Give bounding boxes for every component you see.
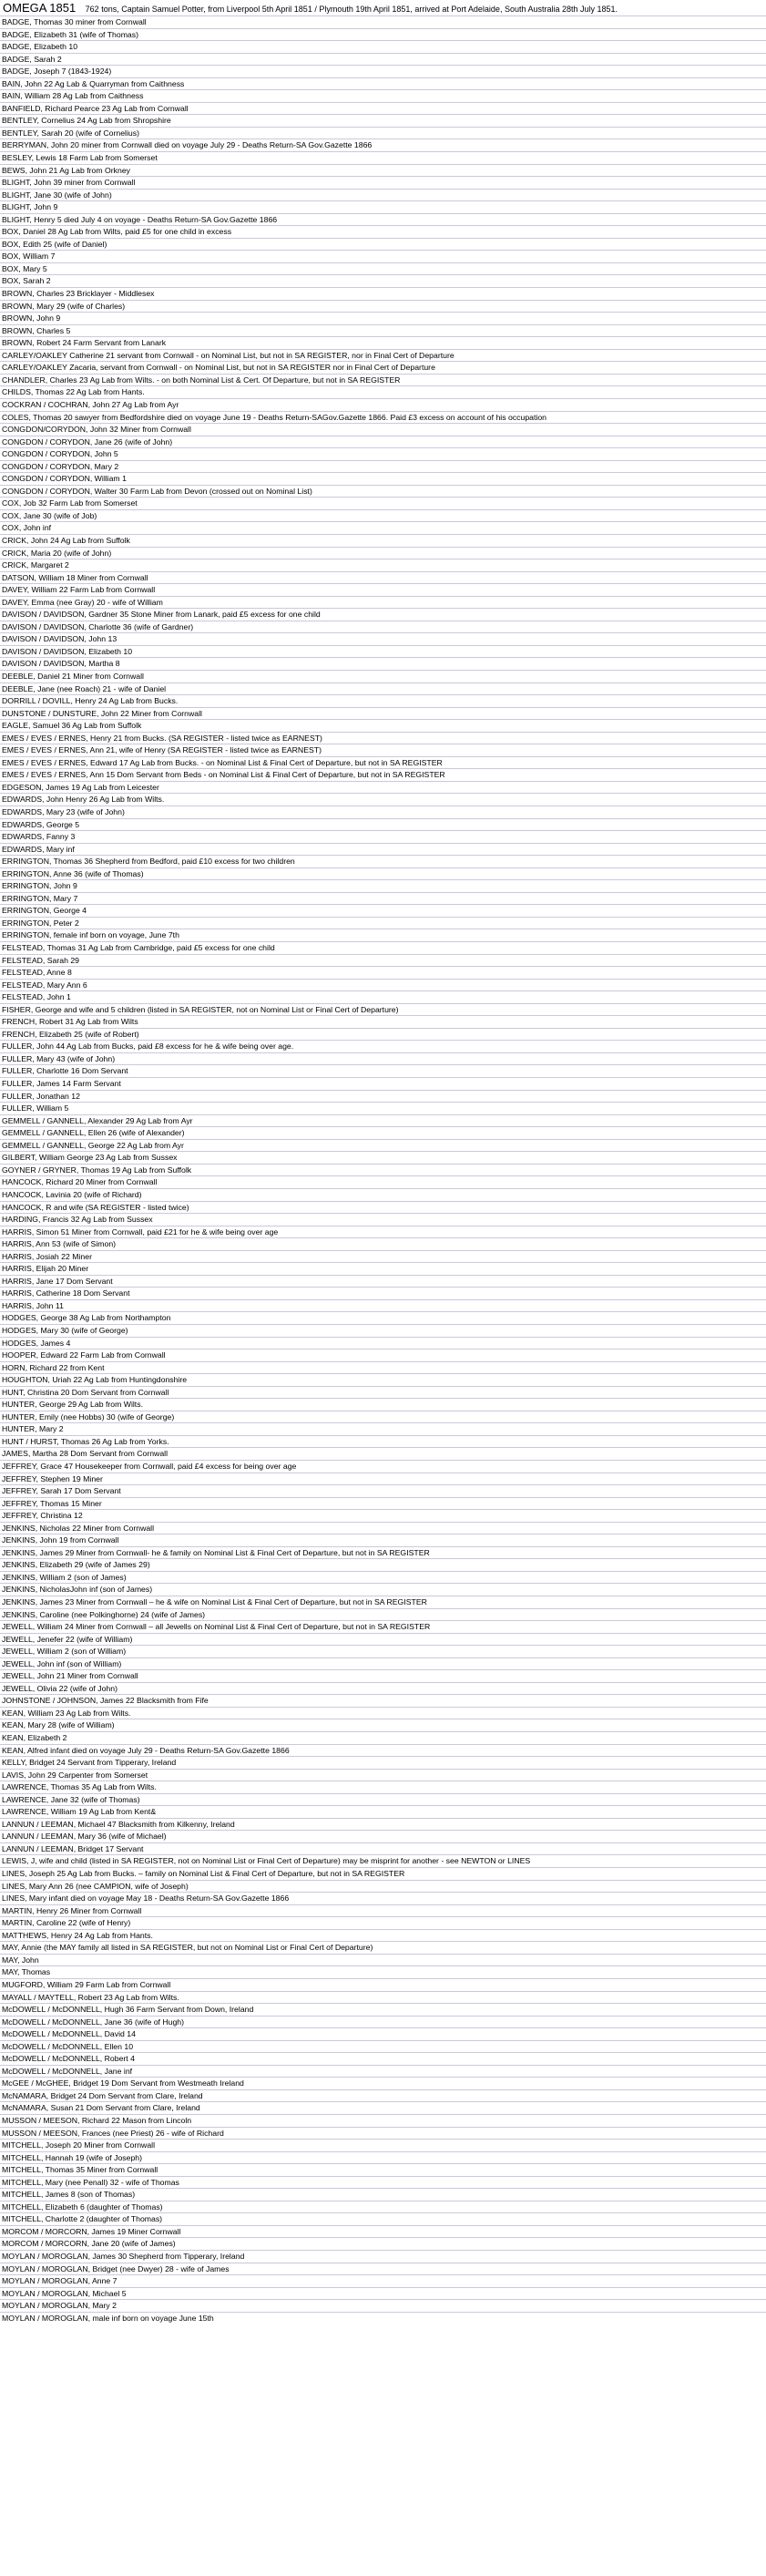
passenger-row: FULLER, Charlotte 16 Dom Servant — [0, 1064, 766, 1077]
passenger-row: JEWELL, John inf (son of William) — [0, 1657, 766, 1670]
passenger-row: MORCOM / MORCORN, James 19 Miner Cornwall — [0, 2225, 766, 2238]
passenger-row: LEWIS, J, wife and child (listed in SA REGISTER, not on Nominal List or Final Cert of Departure) may be misprint for another - see NEWTON or LINES — [0, 1854, 766, 1867]
passenger-row: HUNT, Christina 20 Dom Servant from Cornwall — [0, 1386, 766, 1399]
passenger-row: KEAN, William 23 Ag Lab from Wilts. — [0, 1707, 766, 1719]
passenger-row: LAWRENCE, William 19 Ag Lab from Kent& — [0, 1805, 766, 1818]
passenger-row: MOYLAN / MOROGLAN, James 30 Shepherd from Tipperary, Ireland — [0, 2250, 766, 2263]
passenger-row: JEWELL, John 21 Miner from Cornwall — [0, 1669, 766, 1682]
passenger-row: JENKINS, John 19 from Cornwall — [0, 1534, 766, 1546]
passenger-row: JENKINS, William 2 (son of James) — [0, 1571, 766, 1584]
passenger-row: DUNSTONE / DUNSTURE, John 22 Miner from Cornwall — [0, 707, 766, 720]
passenger-row: JENKINS, NicholasJohn inf (son of James) — [0, 1583, 766, 1596]
passenger-row: LINES, Joseph 25 Ag Lab from Bucks. – family on Nominal List & Final Cert of Departure, but not in SA REGISTER — [0, 1867, 766, 1880]
passenger-row: BAIN, John 22 Ag Lab & Quarryman from Caithness — [0, 77, 766, 90]
passenger-row: HARDING, Francis 32 Ag Lab from Sussex — [0, 1213, 766, 1226]
passenger-row: HARRIS, Jane 17 Dom Servant — [0, 1275, 766, 1288]
passenger-row: COX, Job 32 Farm Lab from Somerset — [0, 497, 766, 509]
ship-title: OMEGA 1851 — [3, 1, 77, 15]
passenger-row: HUNTER, Emily (nee Hobbs) 30 (wife of George) — [0, 1411, 766, 1423]
passenger-row: GEMMELL / GANNELL, Ellen 26 (wife of Alexander) — [0, 1126, 766, 1139]
passenger-row: FRENCH, Robert 31 Ag Lab from Wilts — [0, 1015, 766, 1028]
passenger-row: DAVISON / DAVIDSON, Gardner 35 Stone Miner from Lanark, paid £5 excess for one child — [0, 608, 766, 621]
passenger-row: McDOWELL / McDONNELL, David 14 — [0, 2027, 766, 2040]
passenger-row: MITCHELL, Joseph 20 Miner from Cornwall — [0, 2139, 766, 2151]
passenger-row: HARRIS, John 11 — [0, 1299, 766, 1312]
passenger-row: HARRIS, Catherine 18 Dom Servant — [0, 1287, 766, 1299]
passenger-row: GEMMELL / GANNELL, Alexander 29 Ag Lab from Ayr — [0, 1114, 766, 1127]
passenger-row: HUNTER, George 29 Ag Lab from Wilts. — [0, 1398, 766, 1411]
passenger-row: EDWARDS, Fanny 3 — [0, 830, 766, 843]
passenger-row: CONGDON / CORYDON, Jane 26 (wife of John) — [0, 436, 766, 448]
passenger-row: BROWN, Robert 24 Farm Servant from Lanark — [0, 336, 766, 349]
passenger-row: DORRILL / DOVILL, Henry 24 Ag Lab from Bucks. — [0, 694, 766, 707]
passenger-row: LANNUN / LEEMAN, Bridget 17 Servant — [0, 1842, 766, 1855]
passenger-row: KEAN, Elizabeth 2 — [0, 1731, 766, 1744]
passenger-row: DAVISON / DAVIDSON, Charlotte 36 (wife of Gardner) — [0, 621, 766, 633]
passenger-row: DAVISON / DAVIDSON, Martha 8 — [0, 657, 766, 670]
passenger-row: EMES / EVES / ERNES, Ann 21, wife of Henry (SA REGISTER - listed twice as EARNEST) — [0, 744, 766, 756]
passenger-row: McDOWELL / McDONNELL, Hugh 36 Farm Servant from Down, Ireland — [0, 2003, 766, 2016]
passenger-row: EDGESON, James 19 Ag Lab from Leicester — [0, 781, 766, 794]
passenger-row: HOOPER, Edward 22 Farm Lab from Cornwall — [0, 1349, 766, 1361]
passenger-row: BADGE, Elizabeth 10 — [0, 40, 766, 53]
passenger-row: EMES / EVES / ERNES, Edward 17 Ag Lab from Bucks. - on Nominal List & Final Cert of Departure, but not in SA REGISTER — [0, 756, 766, 769]
passenger-row: GEMMELL / GANNELL, George 22 Ag Lab from Ayr — [0, 1139, 766, 1152]
passenger-row: MUGFORD, William 29 Farm Lab from Cornwall — [0, 1978, 766, 1991]
passenger-row: ERRINGTON, John 9 — [0, 879, 766, 892]
passenger-row: BERRYMAN, John 20 miner from Cornwall died on voyage July 29 - Deaths Return-SA Gov.Gazette 1866 — [0, 139, 766, 151]
passenger-row: MOYLAN / MOROGLAN, Anne 7 — [0, 2274, 766, 2287]
passenger-row: ERRINGTON, Mary 7 — [0, 892, 766, 905]
passenger-row: COCKRAN / COCHRAN, John 27 Ag Lab from Ayr — [0, 398, 766, 411]
passenger-row: CRICK, Margaret 2 — [0, 559, 766, 571]
passenger-row: FULLER, John 44 Ag Lab from Bucks, paid £8 excess for he & wife being over age. — [0, 1040, 766, 1052]
passenger-row: BLIGHT, John 39 miner from Cornwall — [0, 176, 766, 189]
passenger-row: BADGE, Sarah 2 — [0, 53, 766, 66]
passenger-row: COX, John inf — [0, 521, 766, 534]
passenger-row: HODGES, James 4 — [0, 1337, 766, 1350]
passenger-row: EDWARDS, George 5 — [0, 818, 766, 831]
passenger-row: BLIGHT, Henry 5 died July 4 on voyage - Deaths Return-SA Gov.Gazette 1866 — [0, 213, 766, 226]
passenger-row: FULLER, Mary 43 (wife of John) — [0, 1052, 766, 1065]
passenger-row: McDOWELL / McDONNELL, Ellen 10 — [0, 2040, 766, 2053]
passenger-row: JENKINS, Nicholas 22 Miner from Cornwall — [0, 1522, 766, 1534]
passenger-row: BESLEY, Lewis 18 Farm Lab from Somerset — [0, 151, 766, 164]
passenger-row: JOHNSTONE / JOHNSON, James 22 Blacksmith from Fife — [0, 1694, 766, 1707]
passenger-row: BOX, Daniel 28 Ag Lab from Wilts, paid £5 for one child in excess — [0, 225, 766, 238]
passenger-row: McDOWELL / McDONNELL, Jane inf — [0, 2065, 766, 2078]
passenger-row: MITCHELL, Elizabeth 6 (daughter of Thomas) — [0, 2201, 766, 2213]
passenger-row: DEEBLE, Jane (nee Roach) 21 - wife of Daniel — [0, 682, 766, 695]
passenger-row: BOX, Mary 5 — [0, 262, 766, 275]
passenger-row: CONGDON / CORYDON, Walter 30 Farm Lab from Devon (crossed out on Nominal List) — [0, 485, 766, 498]
passenger-row: HUNT / HURST, Thomas 26 Ag Lab from Yorks. — [0, 1435, 766, 1448]
passenger-row: JEWELL, William 24 Miner from Cornwall – all Jewells on Nominal List & Final Cert of Departure, but not in SA REGISTER — [0, 1620, 766, 1633]
passenger-row: LAWRENCE, Thomas 35 Ag Lab from Wilts. — [0, 1781, 766, 1793]
passenger-row: MITCHELL, Charlotte 2 (daughter of Thomas) — [0, 2212, 766, 2225]
passenger-row: JEFFREY, Christina 12 — [0, 1509, 766, 1522]
passenger-row: GILBERT, William George 23 Ag Lab from Sussex — [0, 1151, 766, 1164]
passenger-row: MARTIN, Henry 26 Miner from Cornwall — [0, 1904, 766, 1917]
passenger-row: JEWELL, Jenefer 22 (wife of William) — [0, 1633, 766, 1646]
passenger-row: BADGE, Elizabeth 31 (wife of Thomas) — [0, 28, 766, 41]
passenger-row: BROWN, Charles 23 Bricklayer - Middlesex — [0, 287, 766, 300]
passenger-row: EDWARDS, John Henry 26 Ag Lab from Wilts. — [0, 793, 766, 806]
passenger-row: KEAN, Mary 28 (wife of William) — [0, 1719, 766, 1731]
passenger-row: BADGE, Joseph 7 (1843-1924) — [0, 65, 766, 77]
passenger-row: DEEBLE, Daniel 21 Miner from Cornwall — [0, 670, 766, 682]
passenger-row: FELSTEAD, Sarah 29 — [0, 954, 766, 967]
passenger-row: ERRINGTON, female inf born on voyage, June 7th — [0, 929, 766, 941]
passenger-row: ERRINGTON, Peter 2 — [0, 917, 766, 929]
passenger-row: DATSON, William 18 Miner from Cornwall — [0, 571, 766, 584]
passenger-row: MORCOM / MORCORN, Jane 20 (wife of James) — [0, 2237, 766, 2250]
voyage-info: 762 tons, Captain Samuel Potter, from Liverpool 5th April 1851 / Plymouth 19th April 1851, arrived at Port Adelaide, South Australia 28th July 1851. — [85, 5, 618, 14]
passenger-row: MOYLAN / MOROGLAN, Mary 2 — [0, 2299, 766, 2312]
passenger-row: BENTLEY, Cornelius 24 Ag Lab from Shropshire — [0, 114, 766, 127]
passenger-row: HODGES, George 38 Ag Lab from Northampton — [0, 1311, 766, 1324]
passenger-row: JEFFREY, Sarah 17 Dom Servant — [0, 1484, 766, 1497]
passenger-row: CHANDLER, Charles 23 Ag Lab from Wilts. - on both Nominal List & Cert. Of Departure, but not in SA REGISTER — [0, 374, 766, 386]
passenger-row: JEFFREY, Thomas 15 Miner — [0, 1497, 766, 1510]
passenger-row: McGEE / McGHEE, Bridget 19 Dom Servant from Westmeath Ireland — [0, 2077, 766, 2089]
passenger-row: JEFFREY, Stephen 19 Miner — [0, 1473, 766, 1485]
passenger-row: CHILDS, Thomas 22 Ag Lab from Hants. — [0, 385, 766, 398]
passenger-row: MAY, Thomas — [0, 1965, 766, 1978]
passenger-row: FISHER, George and wife and 5 children (listed in SA REGISTER, not on Nominal List or Final Cert of Departure) — [0, 1003, 766, 1016]
passenger-row: CONGDON / CORYDON, William 1 — [0, 472, 766, 485]
passenger-row: LINES, Mary infant died on voyage May 18 - Deaths Return-SA Gov.Gazette 1866 — [0, 1892, 766, 1904]
passenger-row: JEFFREY, Grace 47 Housekeeper from Cornwall, paid £4 excess for being over age — [0, 1460, 766, 1473]
passenger-row: JEWELL, Olivia 22 (wife of John) — [0, 1682, 766, 1695]
passenger-row: HARRIS, Josiah 22 Miner — [0, 1250, 766, 1263]
passenger-row: HARRIS, Ann 53 (wife of Simon) — [0, 1237, 766, 1250]
passenger-row: JENKINS, James 29 Miner from Cornwall- he & family on Nominal List & Final Cert of Departure, but not in SA REGISTER — [0, 1546, 766, 1559]
passenger-row: HORN, Richard 22 from Kent — [0, 1361, 766, 1374]
passenger-row: EDWARDS, Mary inf — [0, 843, 766, 856]
passenger-row: BROWN, Mary 29 (wife of Charles) — [0, 300, 766, 313]
passenger-row: ERRINGTON, Thomas 36 Shepherd from Bedford, paid £10 excess for two children — [0, 855, 766, 867]
passenger-row: HUNTER, Mary 2 — [0, 1422, 766, 1435]
passenger-row: KEAN, Alfred infant died on voyage July 29 - Deaths Return-SA Gov.Gazette 1866 — [0, 1744, 766, 1757]
passenger-row: DAVISON / DAVIDSON, John 13 — [0, 632, 766, 645]
passenger-row: CARLEY/OAKLEY Zacaria, servant from Cornwall - on Nominal List, but not in SA REGISTER nor in Final Cert of Departure — [0, 361, 766, 374]
passenger-row: HARRIS, Simon 51 Miner from Cornwall, paid £21 for he & wife being over age — [0, 1226, 766, 1238]
passenger-row: BLIGHT, Jane 30 (wife of John) — [0, 189, 766, 201]
passenger-row: FULLER, James 14 Farm Servant — [0, 1077, 766, 1090]
passenger-row: EMES / EVES / ERNES, Ann 15 Dom Servant from Beds - on Nominal List & Final Cert of Departure, but not in SA REGISTER — [0, 768, 766, 781]
passenger-row: HODGES, Mary 30 (wife of George) — [0, 1324, 766, 1337]
passenger-row: FELSTEAD, Anne 8 — [0, 966, 766, 979]
passenger-row: LAVIS, John 29 Carpenter from Somerset — [0, 1769, 766, 1781]
passenger-row: McDOWELL / McDONNELL, Jane 36 (wife of Hugh) — [0, 2016, 766, 2028]
passenger-row: BROWN, John 9 — [0, 312, 766, 324]
passenger-row: FELSTEAD, Thomas 31 Ag Lab from Cambridge, paid £5 excess for one child — [0, 941, 766, 954]
passenger-row: MITCHELL, Hannah 19 (wife of Joseph) — [0, 2151, 766, 2164]
passenger-row: HARRIS, Elijah 20 Miner — [0, 1262, 766, 1275]
passenger-row: LANNUN / LEEMAN, Mary 36 (wife of Michael) — [0, 1830, 766, 1842]
passenger-row: JEWELL, William 2 (son of William) — [0, 1645, 766, 1657]
passenger-row: CARLEY/OAKLEY Catherine 21 servant from Cornwall - on Nominal List, but not in SA REGISTER, nor in Final Cert of Departure — [0, 349, 766, 362]
passenger-row: FELSTEAD, Mary Ann 6 — [0, 979, 766, 991]
passenger-row: CONGDON / CORYDON, Mary 2 — [0, 460, 766, 473]
passenger-row: FULLER, Jonathan 12 — [0, 1090, 766, 1103]
passenger-row: HANCOCK, R and wife (SA REGISTER - listed twice) — [0, 1201, 766, 1214]
passenger-row: MAY, Annie (the MAY family all listed in SA REGISTER, but not on Nominal List or Final Cert of Departure) — [0, 1941, 766, 1954]
passenger-row: BADGE, Thomas 30 miner from Cornwall — [0, 15, 766, 28]
passenger-row: LANNUN / LEEMAN, Michael 47 Blacksmith from Kilkenny, Ireland — [0, 1818, 766, 1831]
passenger-row: ERRINGTON, Anne 36 (wife of Thomas) — [0, 867, 766, 880]
passenger-row: COX, Jane 30 (wife of Job) — [0, 509, 766, 522]
passenger-row: McDOWELL / McDONNELL, Robert 4 — [0, 2052, 766, 2065]
passenger-row: GOYNER / GRYNER, Thomas 19 Ag Lab from Suffolk — [0, 1164, 766, 1176]
passenger-row: MITCHELL, Thomas 35 Miner from Cornwall — [0, 2163, 766, 2176]
passenger-row: BEWS, John 21 Ag Lab from Orkney — [0, 164, 766, 177]
passenger-row: BOX, William 7 — [0, 250, 766, 262]
passenger-row: DAVEY, Emma (nee Gray) 20 - wife of William — [0, 596, 766, 609]
passenger-row: EDWARDS, Mary 23 (wife of John) — [0, 806, 766, 818]
passenger-row: KELLY, Bridget 24 Servant from Tipperary, Ireland — [0, 1756, 766, 1769]
passenger-row: LINES, Mary Ann 26 (nee CAMPION, wife of Joseph) — [0, 1880, 766, 1893]
passenger-row: LAWRENCE, Jane 32 (wife of Thomas) — [0, 1793, 766, 1806]
passenger-list — [0, 15, 766, 2324]
passenger-row: COLES, Thomas 20 sawyer from Bedfordshire died on voyage June 19 - Deaths Return-SAGov.Gazette 1866. Paid £3 excess on account of his occupation — [0, 411, 766, 424]
passenger-row: JAMES, Martha 28 Dom Servant from Cornwall — [0, 1447, 766, 1460]
page-header — [0, 0, 766, 15]
passenger-row: FELSTEAD, John 1 — [0, 990, 766, 1003]
passenger-row: CONGDON/CORYDON, John 32 Miner from Cornwall — [0, 423, 766, 436]
passenger-row: DAVEY, William 22 Farm Lab from Cornwall — [0, 583, 766, 596]
passenger-row: CRICK, John 24 Ag Lab from Suffolk — [0, 534, 766, 547]
passenger-row: MITCHELL, Mary (nee Penall) 32 - wife of Thomas — [0, 2176, 766, 2189]
passenger-row: MARTIN, Caroline 22 (wife of Henry) — [0, 1916, 766, 1929]
passenger-row: MUSSON / MEESON, Frances (nee Priest) 26 - wife of Richard — [0, 2127, 766, 2140]
passenger-row: HANCOCK, Richard 20 Miner from Cornwall — [0, 1175, 766, 1188]
passenger-row: JENKINS, Caroline (nee Polkinghorne) 24 (wife of James) — [0, 1608, 766, 1621]
passenger-row: CRICK, Maria 20 (wife of John) — [0, 547, 766, 559]
passenger-row: BOX, Sarah 2 — [0, 274, 766, 287]
passenger-row: BAIN, William 28 Ag Lab from Caithness — [0, 89, 766, 102]
passenger-row: MUSSON / MEESON, Richard 22 Mason from Lincoln — [0, 2114, 766, 2127]
passenger-row: BLIGHT, John 9 — [0, 200, 766, 213]
passenger-row: MATTHEWS, Henry 24 Ag Lab from Hants. — [0, 1929, 766, 1942]
passenger-row: BOX, Edith 25 (wife of Daniel) — [0, 238, 766, 251]
passenger-row: JENKINS, Elizabeth 29 (wife of James 29) — [0, 1558, 766, 1571]
passenger-row: McNAMARA, Susan 21 Dom Servant from Clare, Ireland — [0, 2101, 766, 2114]
passenger-row: FULLER, William 5 — [0, 1102, 766, 1114]
passenger-row: DAVISON / DAVIDSON, Elizabeth 10 — [0, 645, 766, 658]
passenger-row: BENTLEY, Sarah 20 (wife of Cornelius) — [0, 127, 766, 139]
passenger-row: MAY, John — [0, 1954, 766, 1966]
passenger-row: HOUGHTON, Uriah 22 Ag Lab from Huntingdonshire — [0, 1373, 766, 1386]
passenger-row: MOYLAN / MOROGLAN, Michael 5 — [0, 2287, 766, 2300]
passenger-row: EMES / EVES / ERNES, Henry 21 from Bucks. (SA REGISTER - listed twice as EARNEST) — [0, 732, 766, 744]
passenger-row: McNAMARA, Bridget 24 Dom Servant from Clare, Ireland — [0, 2089, 766, 2102]
passenger-row: JENKINS, James 23 Miner from Cornwall – he & wife on Nominal List & Final Cert of Departure, but not in SA REGISTER — [0, 1596, 766, 1608]
passenger-row: FRENCH, Elizabeth 25 (wife of Robert) — [0, 1028, 766, 1041]
passenger-row: MAYALL / MAYTELL, Robert 23 Ag Lab from Wilts. — [0, 1991, 766, 2004]
passenger-row: BANFIELD, Richard Pearce 23 Ag Lab from Cornwall — [0, 102, 766, 115]
passenger-row: MOYLAN / MOROGLAN, male inf born on voyage June 15th — [0, 2312, 766, 2325]
passenger-row: EAGLE, Samuel 36 Ag Lab from Suffolk — [0, 719, 766, 732]
passenger-row: CONGDON / CORYDON, John 5 — [0, 447, 766, 460]
passenger-row: MOYLAN / MOROGLAN, Bridget (nee Dwyer) 28 - wife of James — [0, 2263, 766, 2275]
passenger-row: BROWN, Charles 5 — [0, 324, 766, 337]
passenger-row: ERRINGTON, George 4 — [0, 904, 766, 917]
passenger-row: MITCHELL, James 8 (son of Thomas) — [0, 2188, 766, 2201]
passenger-row: HANCOCK, Lavinia 20 (wife of Richard) — [0, 1188, 766, 1201]
